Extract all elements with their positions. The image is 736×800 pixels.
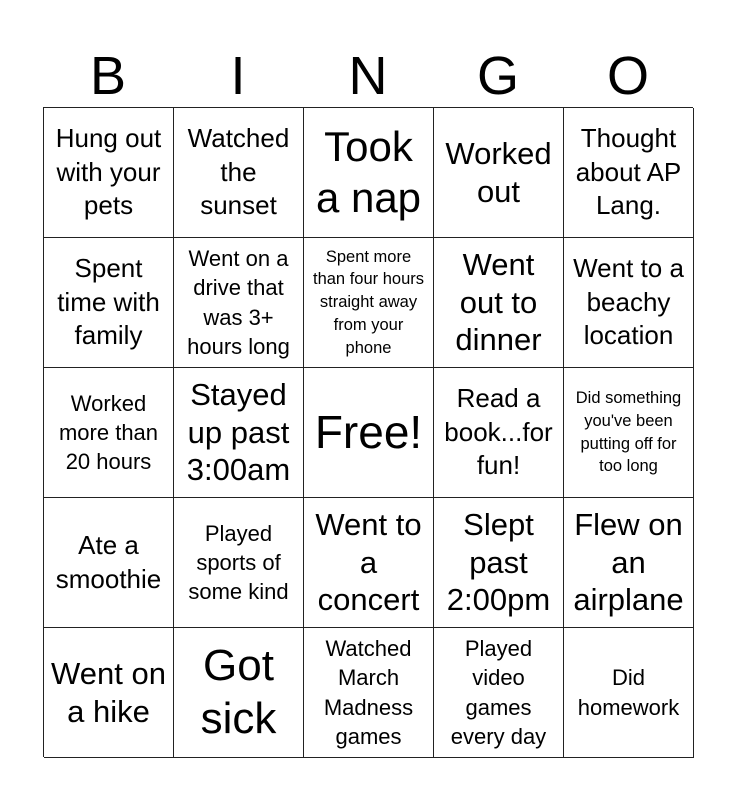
bingo-cell[interactable] xyxy=(174,368,304,498)
cell-text: Spent time with family xyxy=(57,252,160,351)
bingo-cell[interactable] xyxy=(434,238,564,368)
bingo-cell[interactable] xyxy=(44,368,174,498)
cell-text: Got sick xyxy=(200,640,277,743)
free-space-cell[interactable] xyxy=(304,368,434,498)
bingo-cell[interactable] xyxy=(434,368,564,498)
cell-text: Worked more than 20 hours xyxy=(58,390,159,475)
header-letter-n: N xyxy=(348,46,388,106)
cell-text: Played sports of some kind xyxy=(188,520,289,605)
bingo-cell[interactable] xyxy=(44,108,174,238)
cell-text: Slept past 2:00pm xyxy=(446,506,551,618)
cell-text: Did something you've been putting off for too long xyxy=(575,388,682,476)
bingo-board xyxy=(43,107,693,757)
header-letter-g: G xyxy=(476,46,519,106)
bingo-cell[interactable] xyxy=(174,498,304,628)
bingo-cell[interactable] xyxy=(44,498,174,628)
cell-text: Stayed up past 3:00am xyxy=(186,376,291,488)
cell-text: Flew on an airplane xyxy=(573,506,684,618)
bingo-cell[interactable] xyxy=(434,628,564,758)
bingo-cell[interactable] xyxy=(44,238,174,368)
bingo-header xyxy=(43,44,693,108)
bingo-cell[interactable] xyxy=(304,498,434,628)
bingo-cell[interactable] xyxy=(564,368,694,498)
header-letter-b: B xyxy=(89,46,127,106)
cell-text: Took a nap xyxy=(315,123,422,221)
bingo-cell[interactable] xyxy=(174,238,304,368)
bingo-cell[interactable] xyxy=(434,498,564,628)
cell-text: Watched March Madness games xyxy=(323,636,414,749)
bingo-cell[interactable] xyxy=(434,108,564,238)
cell-text: Thought about AP Lang. xyxy=(575,122,682,221)
header-letter-o: O xyxy=(606,46,649,106)
bingo-cell[interactable] xyxy=(304,238,434,368)
bingo-cell[interactable] xyxy=(564,628,694,758)
cell-text: Went on a drive that was 3+ hours long xyxy=(187,246,290,359)
cell-text: Went on a hike xyxy=(51,655,166,729)
cell-text: Worked out xyxy=(445,135,552,209)
cell-text: Did homework xyxy=(577,665,680,720)
bingo-cell[interactable] xyxy=(174,108,304,238)
cell-text: Spent more than four hours straight away from your phone xyxy=(313,247,424,357)
cell-text: Went to a concert xyxy=(315,506,422,618)
cell-text: Went to a beachy location xyxy=(573,252,684,351)
bingo-cell[interactable] xyxy=(564,238,694,368)
bingo-cell[interactable] xyxy=(44,628,174,758)
cell-text: Watched the sunset xyxy=(187,122,290,221)
cell-text: Read a book...for fun! xyxy=(444,382,553,481)
bingo-cell[interactable] xyxy=(174,628,304,758)
cell-text: Hung out with your pets xyxy=(55,122,162,221)
bingo-cell[interactable] xyxy=(304,108,434,238)
bingo-cell[interactable] xyxy=(304,628,434,758)
bingo-cell[interactable] xyxy=(564,498,694,628)
header-letter-i: I xyxy=(230,46,246,106)
cell-text: Played video games every day xyxy=(450,636,547,749)
bingo-cell[interactable] xyxy=(564,108,694,238)
cell-text: Ate a smoothie xyxy=(55,529,162,594)
cell-text: Went out to dinner xyxy=(455,246,542,358)
free-space-text: Free! xyxy=(314,405,423,458)
